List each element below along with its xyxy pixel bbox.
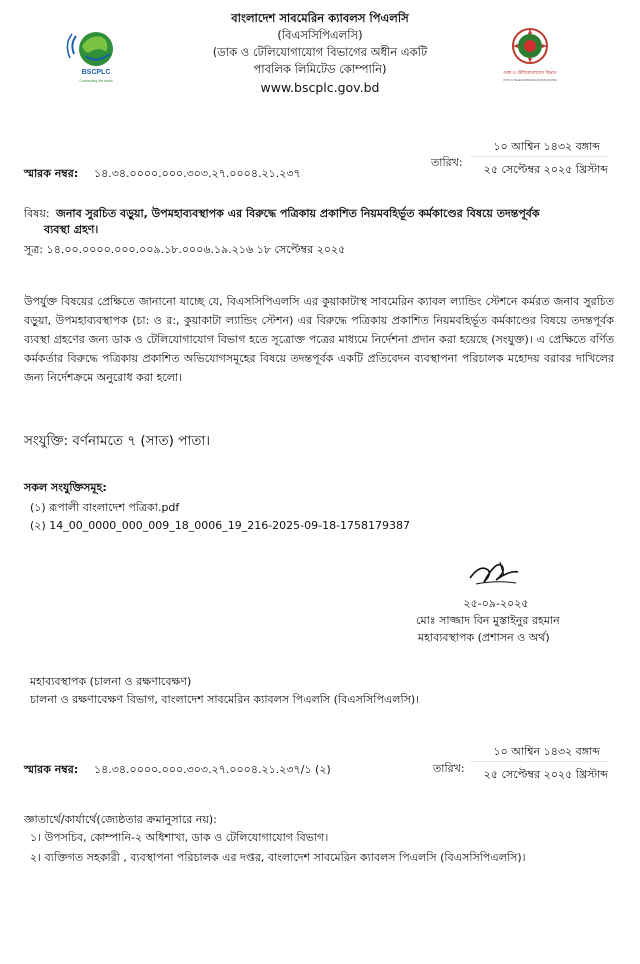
bscplc-logo [66,24,126,84]
memo2-number: ১৪.৩৪.০০০০.০০০.৩০৩.২৭.০০০৪.২১.২৩৭/১ (২) [94,763,331,776]
body-paragraph: উপর্যুক্ত বিষয়ের প্রেক্ষিতে জানানো যাচ্ছে যে, বিএসসিপিএলসি এর কুয়াকাটাস্থ সাবমেরিন ক্যাবল ল্যান্ডিং স্টেশনে কর্মরত জনাব সুরচিত বড়ুয়া, উপমহাব্যবস্থাপক (চা: ও র:, কুয়াকাটা ল্যান্ডিং স্টেশন) এর বিরুদ্ধে পত্রিকায় প্রকাশিত নিয়মবহির্ভূত কর্মকাণ্ডের বিষয়ে তদন্তপূর্বক ব্যবস্থা গ্রহণের জন্য ডাক ও টেলিযোগাযোগ বিভাগ হতে সূত্রোক্ত পত্রের মাধ্যমে নির্দেশনা প্রদান করা হয়েছে (সংযুক্ত)। এ প্রেক্ষিতে বর্ণিত কর্মকর্তার বিরুদ্ধে পত্রিকায় প্রকাশিত অভিযোগসমূহের বিষয়ে তদন্তপূর্বক একটি প্রতিবেদন ব্যবস্থাপনা পরিচালক মহোদয় বরাবর দাখিলের জন্য নির্দেশক্রমে অনুরোধ করা হলো। [24,295,614,384]
date-divider [470,156,608,157]
memo-date-gregorian: ২৫ সেপ্টেম্বর ২০২৫ খ্রিস্টাব্দ [483,163,608,176]
memo-date-label: তারিখ: [431,156,463,169]
org-abbr: (বিএসসিপিএলসি) [277,28,363,42]
memo2-date-bangla: ১০ আশ্বিন ১৪৩২ বঙ্গাব্দ [493,745,600,758]
org-name: বাংলাদেশ সাবমেরিন ক্যাবলস পিএলসি [231,11,409,25]
distribution-item: ১। উপসচিব, কোম্পানি-২ অধিশাখা, ডাক ও টেলিযোগাযোগ বিভাগ। [30,831,329,844]
distribution-title: জ্ঞাতার্থে/কার্যার্থে(জ্যেষ্ঠতার ক্রমানুসারে নয়): [24,813,217,826]
org-affiliation-2: পাবলিক লিমিটেড কোম্পানি) [253,62,387,76]
subject-line-2: ব্যবস্থা গ্রহণ। [44,223,99,236]
memo-number: ১৪.৩৪.০০০০.০০০.৩০৩.২৭.০০০৪.২১.২৩৭ [94,167,301,180]
attachments-title: সকল সংযুক্তিসমূহ: [24,481,107,494]
memo2-date-gregorian: ২৫ সেপ্টেম্বর ২০২৫ খ্রিস্টাব্দ [483,768,608,781]
signatory-name: মোঃ সাজ্জাদ বিন মুস্তাইনুর রহমান [416,614,560,627]
bscplc-logo-tagline: Connecting the world [79,79,113,83]
recipient-line-2: চালনা ও রক্ষণাবেক্ষণ বিভাগ, বাংলাদেশ সাবমেরিন ক্যাবলস পিএলসি (বিএসসিপিএলসি)। [30,693,420,706]
subject-label: বিষয়: [24,207,50,220]
signature-image [466,556,526,590]
organization-header [170,10,470,97]
recipient-line-1: মহাব্যবস্থাপক (চালনা ও রক্ষণাবেক্ষণ) [30,675,192,688]
memo-date-bangla: ১০ আশ্বিন ১৪৩২ বঙ্গাব্দ [493,140,600,153]
memo2-date-label: তারিখ: [433,762,465,775]
date-divider [470,761,608,762]
distribution-item: ২। ব্যক্তিগত সহকারী , ব্যবস্থাপনা পরিচালক এর দপ্তর, বাংলাদেশ সাবমেরিন ক্যাবলস পিএলসি (বিএসসিপিএলসি)। [30,851,526,864]
enclosure-note: সংযুক্তি: বর্ণনামতে ৭ (সাত) পাতা। [24,433,211,449]
org-affiliation-1: (ডাক ও টেলিযোগাযোগ বিভাগের অধীন একটি [212,45,428,59]
memo-number-label: স্মারক নম্বর: [24,167,79,180]
ptd-logo-text: ডাক ও টেলিযোগাযোগ বিভাগ [503,71,557,76]
signature-date: ২৫-০৯-২০২৫ [463,597,529,610]
ptd-logo [503,24,557,86]
org-website[interactable]: www.bscplc.gov.bd [260,80,380,95]
ptd-logo-subtext: POSTS & TELECOMMUNICATIONS DIVISION [503,78,557,82]
signatory-designation: মহাব্যবস্থাপক (প্রশাসন ও অর্থ) [418,631,550,644]
memo2-number-label: স্মারক নম্বর: [24,763,79,776]
subject-line-1: জনাব সুরচিত বড়ুয়া, উপমহাব্যবস্থাপক এর বিরুদ্ধে পত্রিকায় প্রকাশিত নিয়মবহির্ভূত কর্মকাণ্ডের বিষয়ে তদন্তপূর্বক [56,207,540,220]
bscplc-logo-text: BSCPLC [81,69,111,76]
reference-line: সূত্র: ১৪.০০.০০০০.০০০.০০৯.১৮.০০০৬.১৯.২১৬ ১৮ সেপ্টেম্বর ২০২৫ [24,243,346,256]
attachment-item[interactable]: (২) 14_00_0000_000_009_18_0006_19_216-2025-09-18-1758179387 [30,519,411,532]
attachment-item[interactable]: (১) রূপালী বাংলাদেশ পত্রিকা.pdf [30,501,180,514]
